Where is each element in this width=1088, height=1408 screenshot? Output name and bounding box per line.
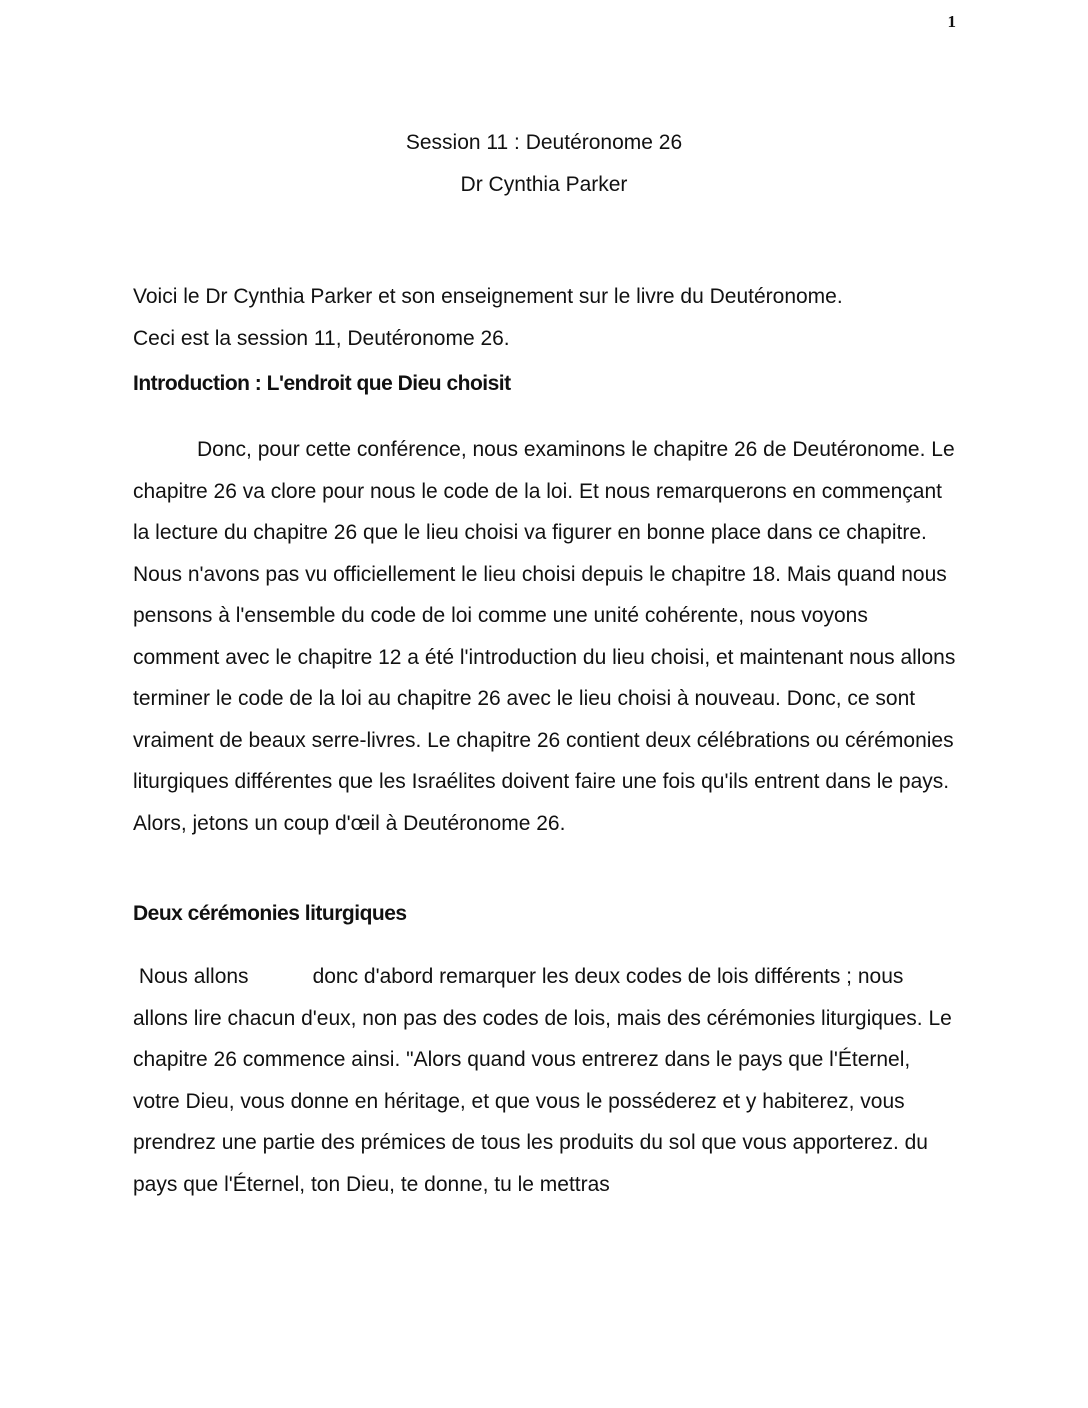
section-heading-introduction: Introduction : L'endroit que Dieu choisit: [133, 372, 511, 395]
paragraph-start: Nous allons: [133, 965, 249, 988]
section-heading-ceremonies: Deux cérémonies liturgiques: [133, 902, 407, 925]
page-number: 1: [947, 12, 956, 31]
section-paragraph-ceremonies: [133, 956, 958, 1205]
section-paragraph-introduction: Donc, pour cette conférence, nous examinons le chapitre 26 de Deutéronome. Le chapitre 26 va clore pour nous le code de la loi. Et nous remarquerons en commençant la lecture du chapitre 26 que le lieu choisi va figurer en bonne place dans ce chapitre. Nous n'avons pas vu officiellement le lieu choisi depuis le chapitre 18. Mais quand nous pensons à l'ensemble du code de loi comme une unité cohérente, nous voyons comment avec le chapitre 12 a été l'introduction du lieu choisi, et maintenant nous allons terminer le code de la loi au chapitre 26 avec le lieu choisi à nouveau. Donc, ce sont vraiment de beaux serre-livres. Le chapitre 26 contient deux célébrations ou cérémonies liturgiques différentes que les Israélites doivent faire une fois qu'ils entrent dans le pays. Alors, jetons un coup d'œil à Deutéronome 26.: [133, 438, 956, 835]
document-header: [0, 122, 1088, 206]
intro-paragraph: [133, 276, 958, 359]
document-title: Session 11 : Deutéronome 26: [405, 131, 683, 154]
document-author: Dr Cynthia Parker: [460, 173, 628, 196]
intro-line-1: Voici le Dr Cynthia Parker et son enseignement sur le livre du Deutéronome.: [133, 285, 843, 308]
intro-line-2: Ceci est la session 11, Deutéronome 26.: [133, 326, 510, 350]
paragraph-rest: donc d'abord remarquer les deux codes de lois différents ; nous allons lire chacun d'eux, non pas des codes de lois, mais des cérémonies liturgiques. Le chapitre 26 commence ainsi. "Alors quand vous entrerez dans le pays que l'Éternel, votre Dieu, vous donne en héritage, et que vous le posséderez et y habiterez, vous prendrez une partie des prémices de tous les produits du sol que vous apporterez. du pays que l'Éternel, ton Dieu, te donne, tu le mettras: [133, 965, 952, 1196]
